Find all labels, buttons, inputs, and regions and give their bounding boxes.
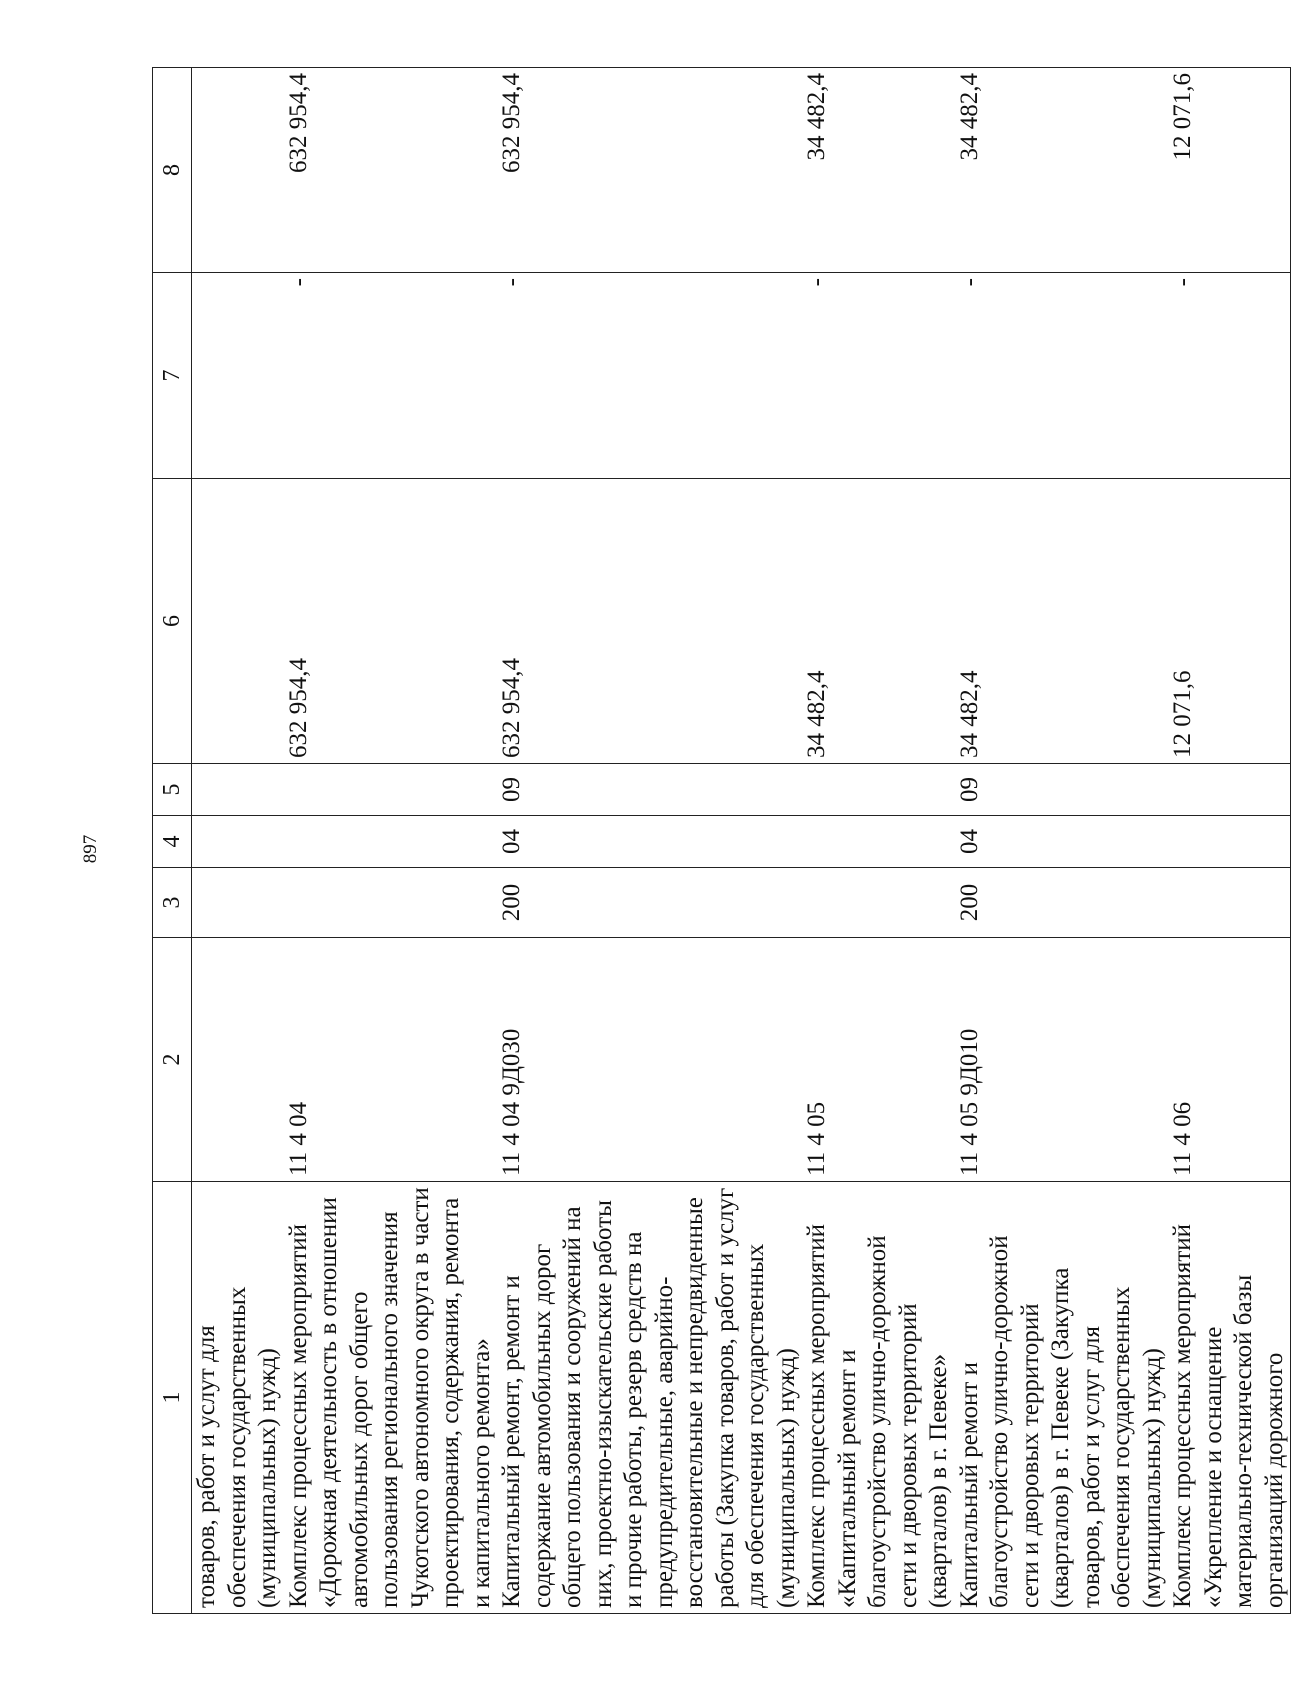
row-rz <box>802 816 955 868</box>
row-rz <box>284 816 498 868</box>
row-pr <box>192 764 284 816</box>
row-rz <box>192 816 284 868</box>
table-header-row <box>153 68 192 1614</box>
row-vr <box>192 868 284 938</box>
row-col7: - <box>1168 273 1291 479</box>
row-pr: 09 <box>955 764 1169 816</box>
table-row <box>802 68 955 1614</box>
row-name: Комплекс процессных мероприятий «Капитальный ремонт и благоустройство улично-дорожной сети и дворовых территорий (кварталов) в г. Певеке» <box>802 1182 955 1614</box>
row-vr: 200 <box>955 868 1169 938</box>
row-pr: 09 <box>497 764 802 816</box>
row-col8: 632 954,4 <box>284 68 498 273</box>
row-vr <box>802 868 955 938</box>
row-pr <box>1168 764 1291 816</box>
row-col8: 632 954,4 <box>497 68 802 273</box>
row-total: 632 954,4 <box>497 479 802 764</box>
row-name: Капитальный ремонт и благоустройство улично-дорожной сети и дворовых территорий (кварталов) в г. Певеке (Закупка товаров, работ и услуг для обеспечения государственных (муниципальных) нужд) <box>955 1182 1169 1614</box>
column-header: 5 <box>153 764 192 816</box>
row-rz: 04 <box>497 816 802 868</box>
column-header: 3 <box>153 868 192 938</box>
page-number: 897 <box>80 834 101 864</box>
row-total: 34 482,4 <box>802 479 955 764</box>
column-header: 7 <box>153 273 192 479</box>
column-header: 2 <box>153 938 192 1182</box>
table-row <box>284 68 498 1614</box>
row-rz <box>1168 816 1291 868</box>
table-row <box>192 68 284 1614</box>
row-col8: 34 482,4 <box>802 68 955 273</box>
row-total <box>192 479 284 764</box>
row-pr <box>802 764 955 816</box>
row-col7: - <box>284 273 498 479</box>
row-col8 <box>192 68 284 273</box>
row-total: 34 482,4 <box>955 479 1169 764</box>
row-col7: - <box>955 273 1169 479</box>
budget-table <box>152 67 1291 1614</box>
column-header: 1 <box>153 1182 192 1614</box>
row-name: товаров, работ и услут для обеспечения государственных (муниципальных) нужд) <box>192 1182 284 1614</box>
row-code <box>192 938 284 1182</box>
row-vr <box>1168 868 1291 938</box>
row-col7: - <box>802 273 955 479</box>
row-code: 11 4 04 9Д030 <box>497 938 802 1182</box>
table-row <box>955 68 1169 1614</box>
row-col8: 34 482,4 <box>955 68 1169 273</box>
row-pr <box>284 764 498 816</box>
row-col8: 12 071,6 <box>1168 68 1291 273</box>
row-vr: 200 <box>497 868 802 938</box>
row-vr <box>284 868 498 938</box>
row-total: 632 954,4 <box>284 479 498 764</box>
row-code: 11 4 05 <box>802 938 955 1182</box>
row-code: 11 4 04 <box>284 938 498 1182</box>
row-code: 11 4 06 <box>1168 938 1291 1182</box>
table-row <box>1168 68 1291 1614</box>
row-total: 12 071,6 <box>1168 479 1291 764</box>
row-col7: - <box>497 273 802 479</box>
row-col7 <box>192 273 284 479</box>
column-header: 4 <box>153 816 192 868</box>
column-header: 6 <box>153 479 192 764</box>
row-name: Комплекс процессных мероприятий «Дорожная деятельность в отношении автомобильных дорог общего пользования регионального значения Чукотского автономного округа в части проектирования, содержания, ремонта и капитального ремонта» <box>284 1182 498 1614</box>
row-name: Капитальный ремонт, ремонт и содержание автомобильных дорог общего пользования и сооружений на них, проектно-изыскательские работы и прочие работы, резерв средств на предупредительные, аварийно-восстановительные и непредвиденные работы (Закупка товаров, работ и услуг для обеспечения государственных (муниципальных) нужд) <box>497 1182 802 1614</box>
table-row <box>497 68 802 1614</box>
column-header: 8 <box>153 68 192 273</box>
row-name: Комплекс процессных мероприятий «Укрепление и оснащение материально-технической базы организаций дорожного <box>1168 1182 1291 1614</box>
row-code: 11 4 05 9Д010 <box>955 938 1169 1182</box>
row-rz: 04 <box>955 816 1169 868</box>
